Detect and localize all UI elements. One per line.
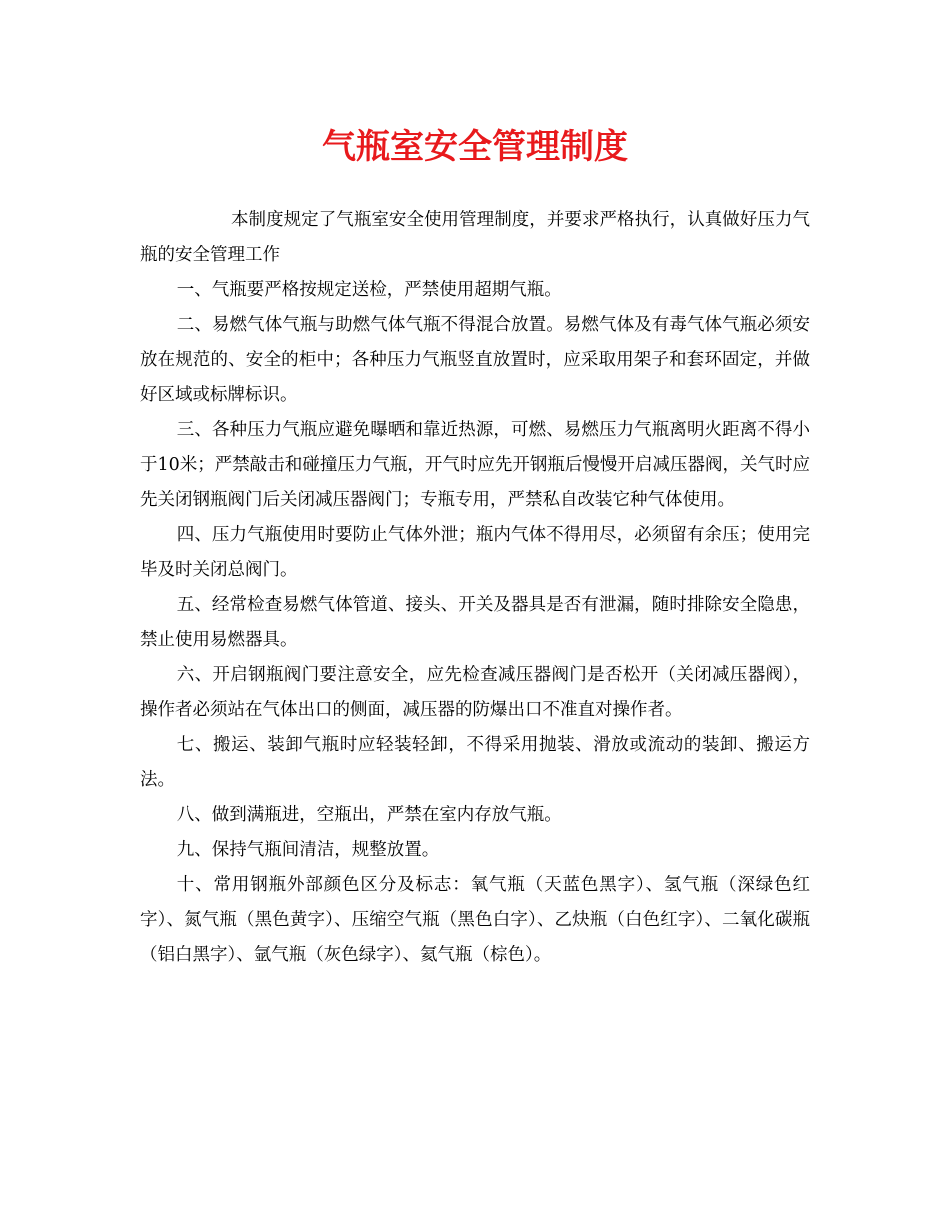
document-body	[140, 203, 810, 973]
rule-item-8: 八、做到满瓶进，空瓶出，严禁在室内存放气瓶。	[176, 805, 562, 825]
rule-item-5: 五、经常检查易燃气体管道、接头、开关及器具是否有泄漏，随时排除安全隐患，禁止使用易燃器具。	[140, 595, 810, 650]
rule-item-2: 二、易燃气体气瓶与助燃气体气瓶不得混合放置。易燃气体及有毒气体气瓶必须安放在规范的、安全的柜中；各种压力气瓶竖直放置时，应采取用架子和套环固定，并做好区域或标牌标识。	[140, 315, 810, 405]
intro-paragraph: 本制度规定了气瓶室安全使用管理制度，并要求严格执行，认真做好压力气瓶的安全管理工作	[140, 210, 810, 265]
rule-item-4: 四、压力气瓶使用时要防止气体外泄；瓶内气体不得用尽，必须留有余压；使用完毕及时关闭总阀门。	[140, 525, 810, 580]
document-title: 气瓶室安全管理制度	[322, 127, 628, 167]
rule-item-10: 十、常用钢瓶外部颜色区分及标志：氧气瓶（天蓝色黑字）、氢气瓶（深绿色红字）、氮气瓶（黑色黄字）、压缩空气瓶（黑色白字）、乙炔瓶（白色红字）、二氧化碳瓶（铝白黑字）、氩气瓶（灰色绿字）、氦气瓶（棕色）。	[140, 875, 810, 965]
rule-item-3: 三、各种压力气瓶应避免曝晒和靠近热源，可燃、易燃压力气瓶离明火距离不得小于10米；严禁敲击和碰撞压力气瓶，开气时应先开钢瓶后慢慢开启减压器阀，关气时应先关闭钢瓶阀门后关闭减压器阀门；专瓶专用，严禁私自改装它种气体使用。	[140, 420, 810, 510]
rule-item-9: 九、保持气瓶间清洁，规整放置。	[176, 840, 440, 860]
rule-item-6: 六、开启钢瓶阀门要注意安全，应先检查减压器阀门是否松开（关闭减压器阀），操作者必须站在气体出口的侧面，减压器的防爆出口不准直对操作者。	[140, 665, 810, 720]
rule-item-1: 一、气瓶要严格按规定送检，严禁使用超期气瓶。	[176, 280, 562, 300]
rule-item-7: 七、搬运、装卸气瓶时应轻装轻卸，不得采用抛装、滑放或流动的装卸、搬运方法。	[140, 735, 810, 790]
